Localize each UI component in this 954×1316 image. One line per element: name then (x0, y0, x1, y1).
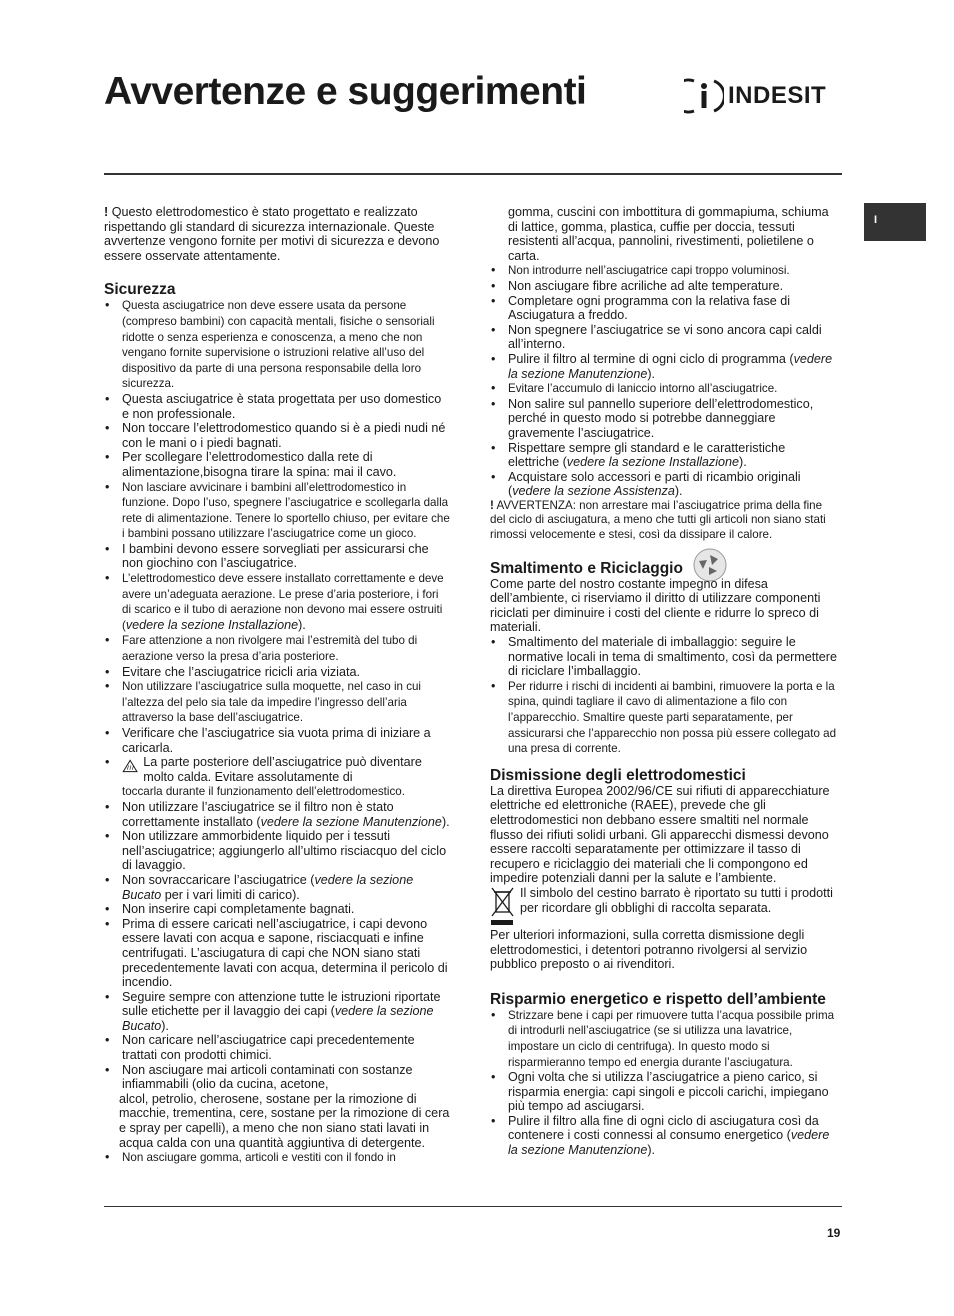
list-item: • Completare ogni programma con la relativa fase di Asciugatura a freddo. (490, 294, 838, 323)
list-item: • Pulire il filtro alla fine di ogni ciclo di asciugatura così da contenere i costi connessi al consumo energetico (vedere la sezione Manutenzione). (490, 1114, 838, 1158)
list-item: • Fare attenzione a non rivolgere mai l’estremità del tubo di aerazione verso la presa d’aria posteriore. (104, 633, 450, 664)
reference-link: vedere la sezione Manutenzione (260, 814, 442, 829)
brand-name: INDESIT (728, 82, 827, 109)
reference-link: vedere la sezione Bucato (122, 1004, 434, 1033)
list-item: • Prima di essere caricati nell’asciugatrice, i capi devono essere lavati con acqua e sapone, risciacquati e infine centrifugati. L’asciugatura di capi che NON siano stati precedentemente lavati con acqua, determina il pericolo di incendio. (104, 917, 450, 990)
dismissione-paragraph: La direttiva Europea 2002/96/CE sui rifiuti di apparecchiature elettriche ed elettroniche (RAEE), prevede che gli elettrodomestici non debbano essere smaltiti nel normale flusso dei rifiuti solidi urbani. Gli apparecchi dismessi devono essere raccolti separatamente per ottimizzare il tasso di recupero e riciclaggio dei materiali che li compongono ed impedire potenziali danni per la salute e l’ambiente. (490, 783, 830, 886)
list-item: • Non toccare l’elettrodomestico quando si è a piedi nudi né con le mani o i piedi bagnati. (104, 421, 450, 450)
list-item: • Non asciugare gomma, articoli e vestiti con il fondo in (104, 1150, 450, 1166)
safety-list (104, 298, 450, 1091)
smaltimento-paragraph: Come parte del nostro costante impegno in difesa dell’ambiente, ci riserviamo il diritto di utilizzare componenti riciclati per diminuire i costi del cliente e ridurre lo spreco di materiali. (490, 576, 821, 635)
list-item: • Evitare l’accumulo di laniccio intorno all’asciugatrice. (490, 381, 838, 397)
list-item: • Non salire sul pannello superiore dell’elettrodomestico, perché in questo modo si potrebbe danneggiare gravemente l’asciugatrice. (490, 397, 838, 441)
section-heading-dismissione: Dismissione degli elettrodomestici (490, 766, 746, 784)
list-item: • Smaltimento del materiale di imballaggio: seguire le normative locali in tema di smaltimento, così da permettere di riciclare l’imballaggio. (490, 635, 838, 679)
list-item: • Questa asciugatrice è stata progettata per uso domestico e non professionale. (104, 392, 450, 421)
list-item: • Verificare che l’asciugatrice sia vuota prima di iniziare a caricarla. (104, 726, 450, 755)
reference-link: vedere la sezione Manutenzione (508, 1128, 830, 1158)
intro-paragraph: ! Questo elettrodomestico è stato progettato e realizzato rispettando gli standard di sicurezza internazionale. Queste avvertenze vengono fornite per motivi di sicurezza e devono essere osservate attentamente. (104, 205, 440, 263)
safety-list-continued (490, 263, 838, 499)
list-item: • Strizzare bene i capi per rimuovere tutta l’acqua possibile prima di introdurli nell’asciugatrice (se si utilizza una lavatrice, impostare un ciclo di centrifuga). In questo modo si risparmieranno tempo ed energia durante l’asciugatura. (490, 1008, 838, 1070)
risparmio-list (490, 1008, 838, 1158)
right-column (490, 205, 838, 1158)
list-item: • Non introdurre nell’asciugatrice capi troppo voluminosi. (490, 263, 838, 279)
list-item: • Non lasciare avvicinare i bambini all’elettrodomestico in funzione. Dopo l’uso, spegnere l’asciugatrice e scollegarla dalla rete di alimentazione. Tenere lo sportello chiuso, per evitare che i bambini possano utilizzare l’asciugatrice come un gioco. (104, 480, 450, 542)
list-item: • Per ridurre i rischi di incidenti ai bambini, rimuovere la porta e la spina, quindi tagliare il cavo di alimentazione a filo con l’apparecchio. Smaltire queste parti separatamente, per assicurarsi che l’apparecchio non possa più essere collegato ad una presa di corrente. (490, 679, 838, 757)
list-item: • Non utilizzare l’asciugatrice sulla moquette, nel caso in cui l’altezza del pelo sia tale da impedire l’ingresso dell’aria attraverso la base dell’asciugatrice. (104, 679, 450, 726)
list-item: • Evitare che l’asciugatrice ricicli aria viziata. (104, 665, 450, 680)
smaltimento-list (490, 635, 838, 757)
section-heading-sicurezza: Sicurezza (104, 281, 176, 299)
crossed-bin-icon (490, 886, 516, 928)
list-item: • Acquistare solo accessori e parti di ricambio originali (vedere la sezione Assistenza). (490, 470, 838, 499)
list-item: • Non asciugare fibre acriliche ad alte temperature. (490, 279, 838, 294)
list-item: • La parte posteriore dell’asciugatrice può diventare molto calda. Evitare assolutamente di toccarla durante il funzionamento dell’elettrodomestico. (104, 755, 450, 800)
dismissione-paragraph-2: Per ulteriori informazioni, sulla corretta dismissione degli elettrodomestici, i detentori potranno rivolgersi al servizio pubblico preposto o ai rivenditori. (490, 927, 808, 972)
list-item: • Non spegnere l’asciugatrice se vi sono ancora capi caldi all’interno. (490, 323, 838, 352)
list-item: • Non utilizzare l’asciugatrice se il filtro non è stato correttamente installato (vedere la sezione Manutenzione). (104, 800, 450, 829)
warning-mark: ! (490, 498, 494, 512)
list-item: • Non caricare nell’asciugatrice capi precedentemente trattati con prodotti chimici. (104, 1033, 450, 1062)
list-item: • Non asciugare mai articoli contaminati con sostanze infiammabili (olio da cucina, acetone, (104, 1063, 450, 1092)
list-item: • Questa asciugatrice non deve essere usata da persone (compreso bambini) con capacità mentali, fisiche o sensoriali ridotte o senza esperienza e conoscenza, a meno che non vengano fornite supervisione o istruzioni relative all’uso del dispositivo da parte di una persona responsabile della loro sicurezza. (104, 298, 450, 392)
bin-symbol-text: Il simbolo del cestino barrato è riportato su tutti i prodotti per ricordare gli obblighi di raccolta separata. (520, 885, 833, 915)
page-title: Avvertenze e suggerimenti (104, 70, 587, 113)
hot-surface-icon (122, 755, 138, 777)
list-item-continuation: alcol, petrolio, cherosene, sostane per la rimozione di macchie, trementina, cere, sostane per la rimozione di cera e spray per capelli), a meno che non siano stati lavati in acqua calda con una quantità aggiuntiva di detergente. (119, 1091, 450, 1150)
list-item-continuation: gomma, cuscini con imbottitura di gommapiuma, schiuma di lattice, gomma, plastica, cuffie per doccia, tessuti resistenti all’acqua, pannolini, rivestimenti, polietilene o carta. (508, 205, 829, 263)
list-item: • Seguire sempre con attenzione tutte le istruzioni riportate sulle etichette per il lavaggio dei capi (vedere la sezione Bucato). (104, 990, 450, 1034)
section-heading-risparmio: Risparmio energetico e rispetto dell’ambiente (490, 990, 826, 1008)
indesit-logo-icon (684, 78, 724, 114)
brand-logo (684, 78, 826, 114)
bottom-divider (104, 1206, 842, 1207)
list-item: • Non utilizzare ammorbidente liquido per i tessuti nell’asciugatrice; aggiungerlo all’ultimo risciacquo del ciclo di lavaggio. (104, 829, 450, 873)
list-item: • Non sovraccaricare l’asciugatrice (vedere la sezione Bucato per i vari limiti di carico). (104, 873, 450, 902)
reference-link: vedere la sezione Manutenzione (508, 351, 833, 381)
page-number: 19 (827, 1226, 841, 1240)
section-heading-smaltimento: Smaltimento e Riciclaggio (490, 559, 683, 577)
reference-link: vedere la sezione Installazione (125, 617, 299, 632)
reference-link: vedere la sezione Assistenza (512, 484, 675, 499)
warning-mark: ! (104, 205, 109, 219)
title-divider (104, 173, 842, 175)
list-item: • Per scollegare l’elettrodomestico dalla rete di alimentazione,bisogna tirare la spina: mai il cavo. (104, 450, 450, 479)
warning-paragraph: ! AVVERTENZA: non arrestare mai l’asciugatrice prima della fine del ciclo di asciugatura, a meno che tutti gli articoli non siano stati rimossi velocemente e stesi, così da dissipare il calore. (490, 498, 826, 542)
reference-link: vedere la sezione Installazione (566, 455, 740, 470)
list-item: • Pulire il filtro al termine di ogni ciclo di programma (vedere la sezione Manutenzione). (490, 352, 838, 381)
list-item: • L’elettrodomestico deve essere installato correttamente e deve avere un’adeguata aerazione. Le prese d’aria posteriore, i fori di scarico e il tubo di aerazione non devono mai essere ostruiti (vedere la sezione Installazione). (104, 571, 450, 633)
language-tab: I (864, 203, 926, 241)
left-column (104, 205, 450, 1166)
list-item: • Non inserire capi completamente bagnati. (104, 902, 450, 917)
safety-list-tail (104, 1150, 450, 1166)
list-item: • I bambini devono essere sorvegliati per assicurarsi che non giochino con l’asciugatrice. (104, 542, 450, 571)
list-item: • Rispettare sempre gli standard e le caratteristiche elettriche (vedere la sezione Installazione). (490, 441, 838, 470)
list-item: • Ogni volta che si utilizza l’asciugatrice a pieno carico, si risparmia energia: capi singoli e piccoli carichi, impiegano più tempo ad asciugarsi. (490, 1070, 838, 1114)
reference-link: vedere la sezione Bucato (122, 872, 414, 902)
